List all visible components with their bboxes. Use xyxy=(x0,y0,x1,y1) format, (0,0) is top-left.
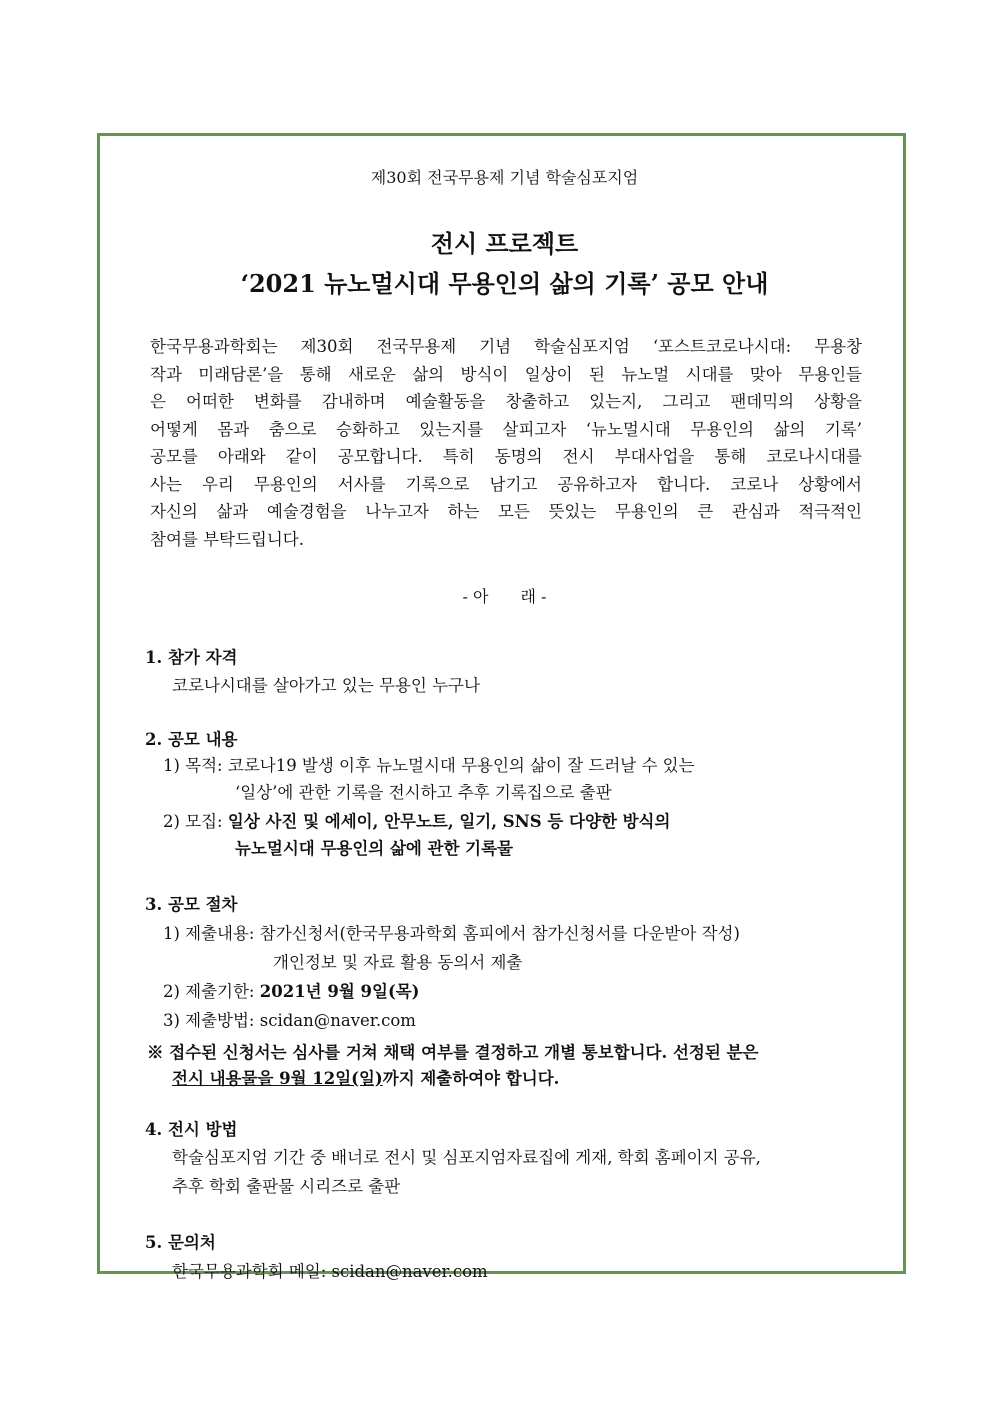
intro-line: 사는 우리 무용인의 서사를 기록으로 남기고 공유하고자 합니다. 코로나 상황에서 xyxy=(150,474,862,494)
section-3-item-1-cont: 개인정보 및 자료 활용 동의서 제출 xyxy=(273,953,523,972)
deadline-date: 2021년 9월 9일(목) xyxy=(259,982,420,1001)
item-label: 2) 제출기한: xyxy=(163,982,260,1001)
intro-line: 은 어떠한 변화를 감내하며 예술활동을 창출하고 있는지, 그리고 팬데믹의 상황을 xyxy=(150,392,862,411)
section-2-heading: 2. 공모 내용 xyxy=(145,730,238,749)
item-label: 2) 모집: xyxy=(163,812,228,831)
contact-info: 한국무용과학회 메일: scidan@naver.com xyxy=(172,1262,488,1281)
submission-email: scidan@naver.com xyxy=(259,1011,416,1030)
item-text: 코로나19 발생 이후 뉴노멀시대 무용인의 삶이 잘 드러날 수 있는 xyxy=(227,756,695,775)
intro-line: 작과 미래담론’을 통해 새로운 삶의 방식이 일상이 된 뉴노멀 시대를 맞아 무용인들 xyxy=(150,364,862,384)
section-4-line-1: 학술심포지엄 기간 중 배너로 전시 및 심포지엄자료집에 게재, 학회 홈페이지 공유, xyxy=(172,1148,761,1167)
section-1-body: 코로나시대를 살아가고 있는 무용인 누구나 xyxy=(172,676,480,695)
item-text: 참가신청서(한국무용과학회 홈피에서 참가신청서를 다운받아 작성) xyxy=(259,924,740,943)
event-subtitle: 제30회 전국무용제 기념 학술심포지엄 xyxy=(370,168,639,187)
item-text: 일상 사진 및 에세이, 안무노트, 일기, SNS 등 다양한 방식의 xyxy=(227,812,671,831)
section-3-item-1 xyxy=(163,920,740,944)
note-line-1: ※ 접수된 신청서는 심사를 거쳐 채택 여부를 결정하고 개별 통보합니다. 선정된 분은 xyxy=(147,1043,759,1062)
item-label: 3) 제출방법: xyxy=(163,1011,260,1030)
section-4-heading: 4. 전시 방법 xyxy=(145,1120,238,1139)
intro-line: 어떻게 몸과 춤으로 승화하고 있는지를 살피고자 ‘뉴노멀시대 무용인의 삶의 기록’ xyxy=(150,419,862,439)
section-2-item-2-cont: 뉴노멀시대 무용인의 삶에 관한 기록물 xyxy=(235,839,514,858)
section-2-item-1-cont: ‘일상’에 관한 기록을 전시하고 추후 기록집으로 출판 xyxy=(235,783,612,802)
section-2-item-1 xyxy=(163,752,695,776)
details-divider: - 아 래 - xyxy=(462,587,547,606)
item-label: 1) 제출내용: xyxy=(163,924,260,943)
item-label: 1) 목적: xyxy=(163,756,228,775)
section-2-item-2 xyxy=(163,808,670,832)
document-frame xyxy=(97,133,906,1281)
intro-line: 공모를 아래와 같이 공모합니다. 특히 동명의 전시 부대사업을 통해 코로나시대를 xyxy=(150,447,862,466)
title-line-1: 전시 프로젝트 xyxy=(430,229,579,258)
section-3-item-2 xyxy=(163,978,420,1002)
title-line-2: ‘2021 뉴노멀시대 무용인의 삶의 기록’ 공모 안내 xyxy=(240,269,769,298)
intro-line: 한국무용과학회는 제30회 전국무용제 기념 학술심포지엄 ‘포스트코로나시대: 무용창 xyxy=(150,337,862,356)
underlined-deadline: 전시 내용물을 9월 12일(일) xyxy=(172,1069,383,1088)
intro-paragraph xyxy=(150,333,862,553)
section-3-heading: 3. 공모 절차 xyxy=(145,895,238,914)
note-rest: 까지 제출하여야 합니다. xyxy=(382,1069,560,1088)
section-3-item-3 xyxy=(163,1007,416,1031)
section-1-heading: 1. 참가 자격 xyxy=(145,648,238,667)
note-line-2 xyxy=(172,1065,559,1089)
intro-line: 참여를 부탁드립니다. xyxy=(150,529,304,549)
intro-line: 자신의 삶과 예술경험을 나누고자 하는 모든 뜻있는 무용인의 큰 관심과 적극적인 xyxy=(150,502,862,521)
section-4-line-2: 추후 학회 출판물 시리즈로 출판 xyxy=(172,1177,401,1196)
section-5-heading: 5. 문의처 xyxy=(145,1233,216,1252)
